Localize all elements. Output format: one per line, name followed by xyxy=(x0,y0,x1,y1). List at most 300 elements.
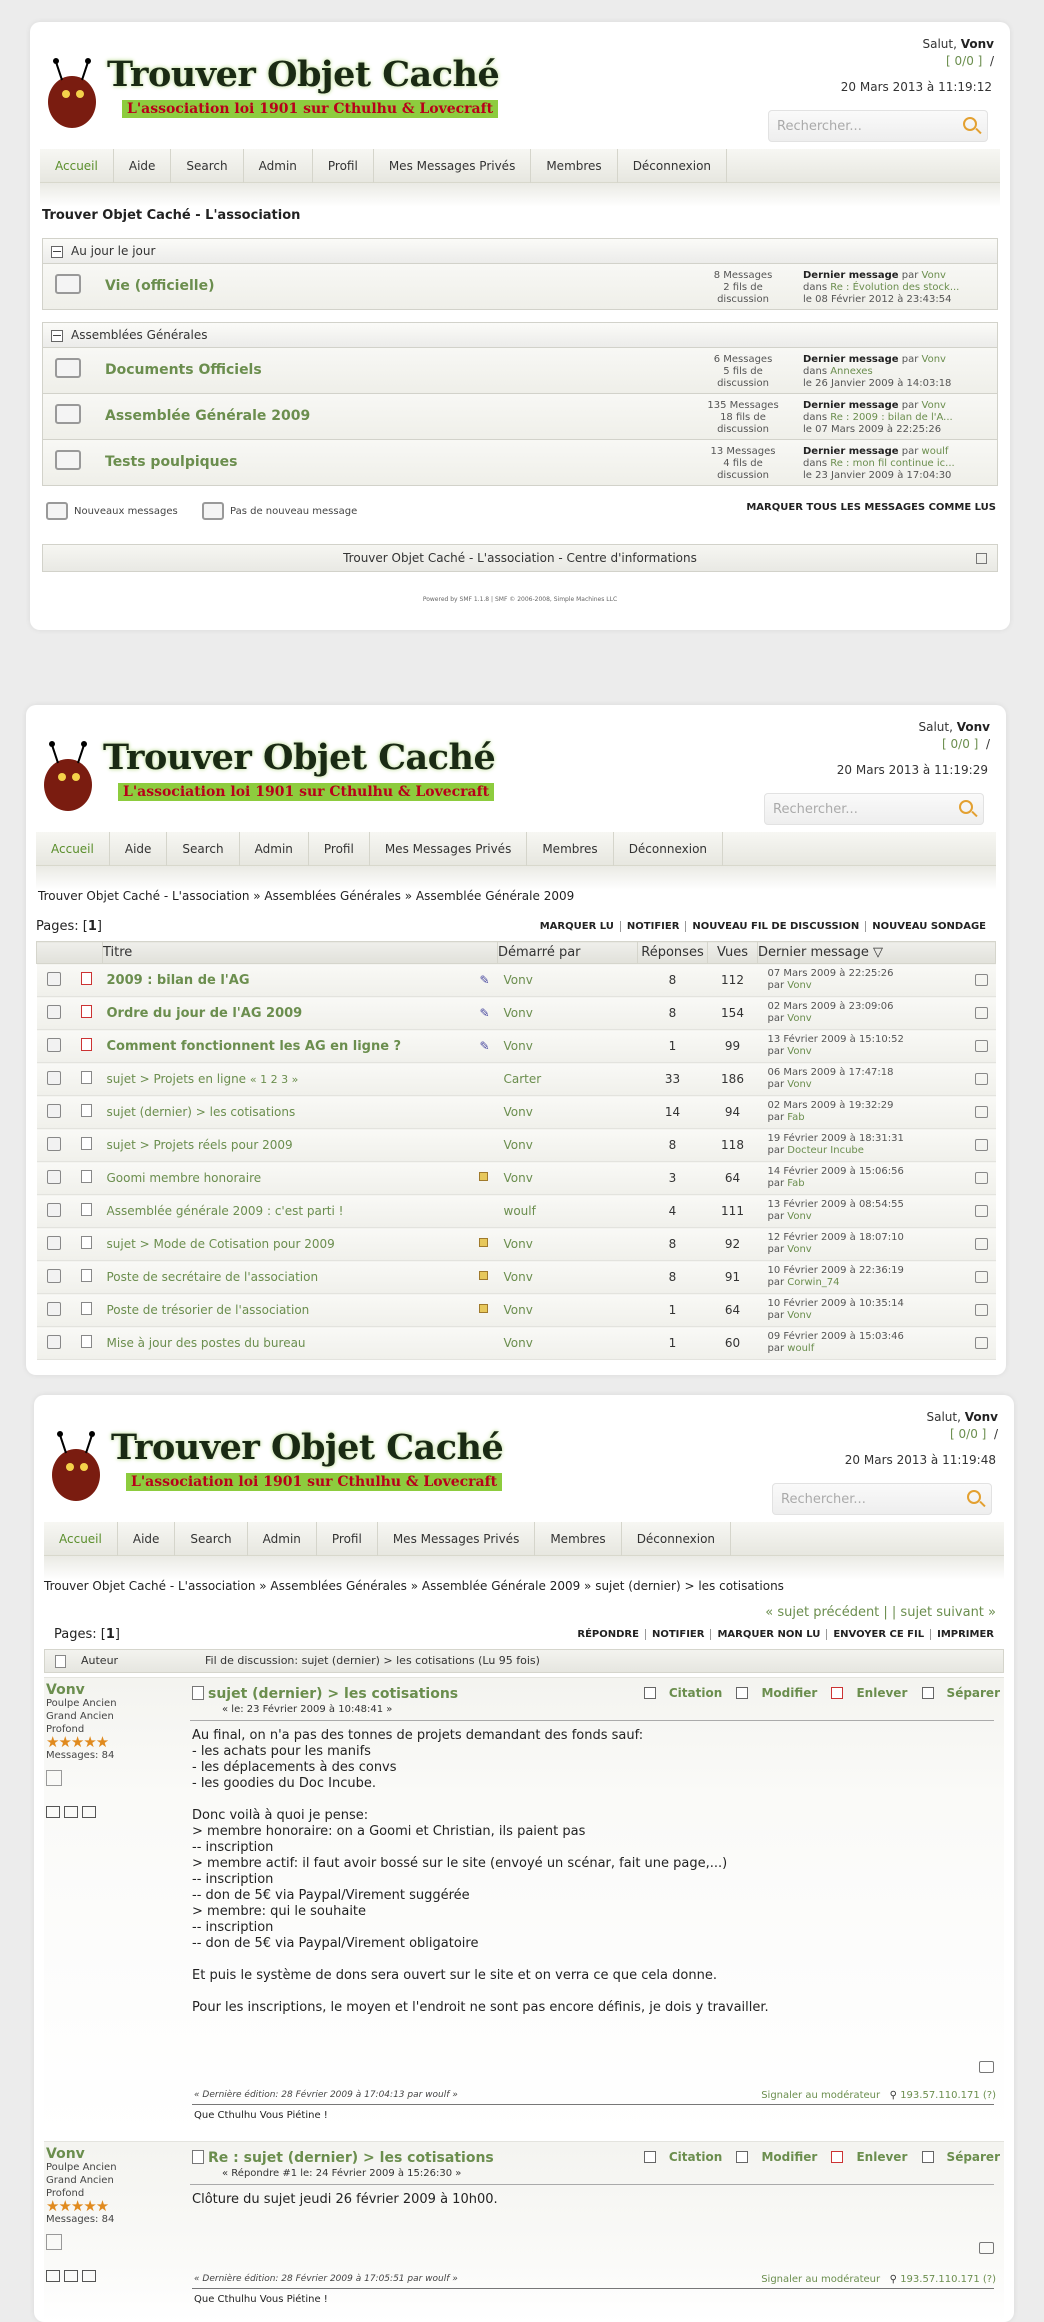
post xyxy=(44,1677,1004,2139)
topic-last-post xyxy=(758,1162,996,1195)
board-name[interactable]: Assemblée Générale 2009 xyxy=(105,408,311,424)
cthulhu-logo-icon xyxy=(42,54,102,134)
document-icon xyxy=(55,1655,66,1668)
board-row xyxy=(42,348,998,394)
last-post-link-icon[interactable] xyxy=(975,1073,988,1085)
menu-item-aide[interactable]: Aide xyxy=(118,1522,176,1556)
logo-subtitle: L'association loi 1901 sur Cthulhu & Lovecraft xyxy=(118,783,494,801)
quick-quote-icon[interactable] xyxy=(979,2242,994,2254)
board-name[interactable]: Documents Officiels xyxy=(105,362,262,378)
topic-title[interactable]: sujet > Projets réels pour 2009 xyxy=(106,1138,293,1152)
report-link[interactable]: Signaler au modérateur xyxy=(761,2274,881,2285)
site-header xyxy=(26,705,1006,830)
menu-item-deconnexion[interactable]: Déconnexion xyxy=(622,1522,731,1556)
board-last-post: Dernier message par Vonv dans Re : 2009 : bilan de l'A... le 07 Mars 2009 à 22:25:26 xyxy=(803,400,953,435)
breadcrumb[interactable]: Trouver Objet Caché - L'association » Assemblées Générales » Assemblée Générale 2009 » sujet (dernier) > les cotisations xyxy=(44,1579,784,1593)
topic-title[interactable]: Assemblée générale 2009 : c'est parti ! xyxy=(106,1204,344,1218)
topic-views: 60 xyxy=(708,1327,758,1360)
topic-replies: 4 xyxy=(638,1195,708,1228)
board-status-icon xyxy=(55,450,81,470)
post xyxy=(44,2141,1004,2322)
search-box[interactable] xyxy=(772,1483,992,1515)
mark-all-read-button[interactable]: MARQUER TOUS LES MESSAGES COMME LUS xyxy=(746,502,996,513)
avatar[interactable] xyxy=(46,2234,62,2250)
logo-subtitle: L'association loi 1901 sur Cthulhu & Lovecraft xyxy=(122,100,498,118)
topic-type-cell xyxy=(71,1228,103,1261)
main-menu xyxy=(36,832,996,866)
menu-item-admin[interactable]: Admin xyxy=(248,1522,317,1556)
email-icon[interactable] xyxy=(64,1806,78,1818)
search-placeholder: Rechercher... xyxy=(781,1492,866,1507)
menu-item-profil[interactable]: Profil xyxy=(317,1522,378,1556)
current-date: 20 Mars 2013 à 11:19:48 xyxy=(844,1453,996,1467)
topic-replies: 3 xyxy=(638,1162,708,1195)
board-name[interactable]: Tests poulpiques xyxy=(105,454,238,470)
topic-row[interactable] xyxy=(37,1030,996,1063)
search-placeholder: Rechercher... xyxy=(773,802,858,817)
topic-status-icon xyxy=(47,1104,61,1118)
topic-title-cell xyxy=(103,1327,498,1360)
last-post-link-icon[interactable] xyxy=(975,1337,988,1349)
topic-title[interactable]: sujet > Mode de Cotisation pour 2009 xyxy=(106,1237,335,1251)
poster-message-count: Messages: 84 xyxy=(46,2214,115,2225)
search-icon[interactable] xyxy=(967,1490,981,1504)
quote-icon xyxy=(644,2151,656,2163)
topic-views: 94 xyxy=(708,1096,758,1129)
topic-replies: 8 xyxy=(638,1129,708,1162)
mark-read-button[interactable]: MARQUER LU xyxy=(534,921,621,932)
menu-item-deconnexion[interactable]: Déconnexion xyxy=(618,149,727,183)
board-row xyxy=(42,440,998,486)
delete-button[interactable]: Enlever xyxy=(831,1686,907,1700)
post-buttons xyxy=(634,1686,1000,1700)
last-post-prefix: par xyxy=(767,1079,785,1090)
pm-counter[interactable]: [ 0/0 ] xyxy=(950,1427,987,1441)
category-header[interactable]: Assemblées Générales xyxy=(42,322,998,348)
quick-quote-icon[interactable] xyxy=(979,2061,994,2073)
menu-item-aide[interactable]: Aide xyxy=(114,149,172,183)
menu-item-profil[interactable]: Profil xyxy=(309,832,370,866)
topic-pages[interactable]: « 1 2 3 » xyxy=(249,1073,299,1086)
post-body: Au final, on n'a pas des tonnes de projets demandant des fonds sauf: - les achats pour les manifs - les déplacements à des convs - les goodies du Doc Incube. Donc voilà à quoi je pense: > membre honoraire: on a Goomi et Christian, ils paient pas -- inscription > membre actif: il faut avoir bossé sur le site (envoyé un scénar, fait une page,...) -- inscription -- don de 5€ via Paypal/Virement suggérée > membre: qui le souhaite -- inscription -- don de 5€ via Paypal/Virement obligatoire Et puis le système de dons sera ouvert sur le site et on verra ce que cela donne. Pour les inscriptions, le moyen et l'endroit ne sont pas encore définis, je dois y travailler. xyxy=(192,1728,769,2015)
info-center-bar[interactable] xyxy=(42,544,998,572)
last-post-author[interactable]: Docteur Incube xyxy=(787,1145,864,1156)
menu-item-messages[interactable]: Mes Messages Privés xyxy=(378,1522,536,1556)
mark-unread-button[interactable]: MARQUER NON LU xyxy=(711,1629,827,1640)
topic-status-cell xyxy=(37,1294,71,1327)
profile-icon[interactable] xyxy=(46,2270,60,2282)
new-posts-icon xyxy=(46,502,68,520)
search-placeholder: Rechercher... xyxy=(777,119,862,134)
col-icons xyxy=(37,942,103,964)
topic-last-post xyxy=(758,1030,996,1063)
rank-stars-icon: ★★★★★ xyxy=(46,1733,109,1751)
board-status-icon xyxy=(55,404,81,424)
col-replies[interactable]: Réponses xyxy=(638,942,708,964)
last-post-link-icon[interactable] xyxy=(975,1271,988,1283)
info-center-title: Trouver Objet Caché - L'association - Centre d'informations xyxy=(343,551,697,565)
delete-button[interactable]: Enlever xyxy=(831,2150,907,2164)
topic-last-post xyxy=(758,1096,996,1129)
main-menu xyxy=(40,149,1000,183)
topic-title[interactable]: Ordre du jour de l'AG 2009 xyxy=(106,1005,303,1021)
poster-info xyxy=(46,2148,176,2286)
report-moderator xyxy=(761,2090,996,2101)
last-post-author[interactable]: Vonv xyxy=(787,1046,812,1057)
col-author[interactable]: Démarré par xyxy=(498,942,638,964)
lock-icon xyxy=(479,1238,488,1247)
last-post-prefix: par xyxy=(767,1343,785,1354)
topic-author[interactable]: Vonv xyxy=(498,1294,638,1327)
topic-type-icon xyxy=(81,1104,92,1117)
board-last-post: Dernier message par Vonv dans Re : Évolution des stock... le 08 Février 2012 à 23:43:54 xyxy=(803,270,960,305)
last-post-link-icon[interactable] xyxy=(975,1139,988,1151)
new-poll-button[interactable]: NOUVEAU SONDAGE xyxy=(872,921,986,932)
menu-item-accueil[interactable]: Accueil xyxy=(40,149,114,183)
topic-type-cell xyxy=(71,1162,103,1195)
topic-author[interactable]: Vonv xyxy=(498,1129,638,1162)
last-post-prefix: par xyxy=(767,1211,785,1222)
pm-icon[interactable] xyxy=(82,1806,96,1818)
pin-icon: ✎ xyxy=(479,1039,490,1053)
post-title[interactable]: sujet (dernier) > les cotisations xyxy=(208,1686,459,1702)
poster-rank: Grand Ancien xyxy=(46,2175,114,2186)
topic-author[interactable]: Vonv xyxy=(498,1162,638,1195)
no-new-posts-icon xyxy=(202,502,224,520)
last-post-prefix: par xyxy=(767,1145,785,1156)
split-button[interactable]: Séparer xyxy=(922,2150,1000,2164)
logo-subtitle: L'association loi 1901 sur Cthulhu & Lovecraft xyxy=(126,1473,502,1491)
col-title[interactable]: Titre xyxy=(103,942,498,964)
current-date: 20 Mars 2013 à 11:19:12 xyxy=(840,80,992,94)
site-logo[interactable] xyxy=(46,1423,504,1508)
post-date: « le: 23 Février 2009 à 10:48:41 » xyxy=(222,1704,393,1715)
menu-item-membres[interactable]: Membres xyxy=(535,1522,621,1556)
topic-row[interactable] xyxy=(37,1063,996,1096)
topic-type-cell xyxy=(71,997,103,1030)
category-header[interactable]: Au jour le jour xyxy=(42,238,998,264)
board-last-post: Dernier message par woulf dans Re : mon fil continue ic... le 23 Janvier 2009 à 17:04:30 xyxy=(803,446,955,481)
current-date: 20 Mars 2013 à 11:19:29 xyxy=(836,763,988,777)
user-box: Salut, Vonv [ 0/0 ] / xyxy=(922,37,994,68)
topic-author[interactable]: Carter xyxy=(498,1063,638,1096)
topic-title-cell xyxy=(103,1162,498,1195)
last-post-date: 10 Février 2009 à 10:35:14 xyxy=(767,1298,904,1309)
poster-name[interactable]: Vonv xyxy=(46,2146,85,2162)
poster-info xyxy=(46,1684,176,1822)
post-title[interactable]: Re : sujet (dernier) > les cotisations xyxy=(208,2150,494,2166)
topic-row[interactable] xyxy=(37,1261,996,1294)
logo-title: Trouver Objet Caché xyxy=(107,54,500,95)
topic-type-icon xyxy=(81,1269,92,1282)
menu-item-admin[interactable]: Admin xyxy=(244,149,313,183)
last-post-author[interactable]: Fab xyxy=(787,1112,805,1123)
print-button[interactable]: IMPRIMER xyxy=(937,1629,994,1640)
modify-button[interactable]: Modifier xyxy=(736,2150,817,2164)
ip-address[interactable]: 193.57.110.171 (?) xyxy=(900,2090,996,2101)
topic-row[interactable] xyxy=(37,1195,996,1228)
topic-author[interactable]: Vonv xyxy=(498,997,638,1030)
split-button[interactable]: Séparer xyxy=(922,1686,1000,1700)
topic-author[interactable]: woulf xyxy=(498,1195,638,1228)
menu-item-search[interactable]: Search xyxy=(175,1522,247,1556)
topic-author[interactable]: Vonv xyxy=(498,1261,638,1294)
topic-author[interactable]: Vonv xyxy=(498,1030,638,1063)
username: Vonv xyxy=(956,720,990,734)
cthulhu-logo-icon xyxy=(46,1427,106,1507)
topic-actions xyxy=(534,921,992,932)
topic-type-cell xyxy=(71,1030,103,1063)
quote-icon xyxy=(644,1687,656,1699)
topic-title-cell xyxy=(103,1228,498,1261)
topic-type-icon xyxy=(81,1203,92,1216)
topic-replies: 8 xyxy=(638,1228,708,1261)
menu-item-deconnexion[interactable]: Déconnexion xyxy=(614,832,723,866)
post-body: Clôture du sujet jeudi 26 février 2009 à 10h00. xyxy=(192,2192,498,2207)
last-post-author[interactable]: Vonv xyxy=(787,1079,812,1090)
topic-replies: 33 xyxy=(638,1063,708,1096)
last-post-link-icon[interactable] xyxy=(975,1040,988,1052)
col-views[interactable]: Vues xyxy=(708,942,758,964)
topic-author[interactable]: Vonv xyxy=(498,1327,638,1360)
last-edit: « Dernière édition: 28 Février 2009 à 17:05:51 par woulf » xyxy=(194,2274,458,2284)
topic-last-post xyxy=(758,1228,996,1261)
search-icon[interactable] xyxy=(959,800,973,814)
last-post-date: 13 Février 2009 à 08:54:55 xyxy=(767,1199,904,1210)
last-post-link-icon[interactable] xyxy=(975,1106,988,1118)
sort-desc-icon[interactable]: ▽ xyxy=(873,945,884,960)
last-post-link-icon[interactable] xyxy=(975,1172,988,1184)
menu-item-accueil[interactable]: Accueil xyxy=(44,1522,118,1556)
topic-table xyxy=(36,941,996,1360)
cthulhu-logo-icon xyxy=(38,737,98,817)
search-box[interactable] xyxy=(768,110,988,142)
topic-row[interactable] xyxy=(37,964,996,997)
topic-row[interactable] xyxy=(37,1228,996,1261)
topic-status-cell xyxy=(37,1327,71,1360)
menu-item-search[interactable]: Search xyxy=(167,832,239,866)
thread-actions xyxy=(571,1629,1000,1640)
last-post-prefix: par xyxy=(767,1013,785,1024)
topic-type-icon xyxy=(81,1005,92,1018)
topic-type-icon xyxy=(81,972,92,985)
menu-item-aide[interactable]: Aide xyxy=(110,832,168,866)
profile-icon[interactable] xyxy=(46,1806,60,1818)
last-post-prefix: par xyxy=(767,980,785,991)
search-box[interactable] xyxy=(764,793,984,825)
topic-title[interactable]: Comment fonctionnent les AG en ligne ? xyxy=(106,1038,402,1054)
poster-rank: Profond xyxy=(46,1724,85,1735)
topic-row[interactable] xyxy=(37,997,996,1030)
poster-message-count: Messages: 84 xyxy=(46,1750,115,1761)
last-post-author[interactable]: Corwin_74 xyxy=(787,1277,840,1288)
last-post-date: 14 Février 2009 à 15:06:56 xyxy=(767,1166,904,1177)
topic-type-cell xyxy=(71,1096,103,1129)
ip-address[interactable]: 193.57.110.171 (?) xyxy=(900,2274,996,2285)
menu-item-profil[interactable]: Profil xyxy=(313,149,374,183)
last-post-prefix: par xyxy=(767,1277,785,1288)
site-logo[interactable] xyxy=(38,733,496,818)
site-logo[interactable] xyxy=(42,50,500,135)
last-post-date: 12 Février 2009 à 18:07:10 xyxy=(767,1232,904,1243)
topic-author[interactable]: Vonv xyxy=(498,1228,638,1261)
menu-item-membres[interactable]: Membres xyxy=(531,149,617,183)
topic-replies: 8 xyxy=(638,964,708,997)
topic-type-cell xyxy=(71,1195,103,1228)
post-icon xyxy=(192,2150,204,2164)
last-post-author[interactable]: woulf xyxy=(787,1343,815,1354)
topic-title-cell xyxy=(103,1261,498,1294)
topic-views: 186 xyxy=(708,1063,758,1096)
topic-status-cell xyxy=(37,1228,71,1261)
last-post-author[interactable]: Fab xyxy=(787,1178,805,1189)
post-date: « Répondre #1 le: 24 Février 2009 à 15:26:30 » xyxy=(222,2168,462,2179)
topic-title-cell xyxy=(103,1294,498,1327)
post-icon xyxy=(192,1686,204,1700)
topic-row[interactable] xyxy=(37,1294,996,1327)
topic-title[interactable]: sujet > Projets en ligne xyxy=(106,1072,247,1086)
topic-status-icon xyxy=(47,1005,61,1019)
poster-name[interactable]: Vonv xyxy=(46,1682,85,1698)
topic-row[interactable] xyxy=(37,1162,996,1195)
topic-replies: 1 xyxy=(638,1030,708,1063)
last-post-date: 06 Mars 2009 à 17:47:18 xyxy=(767,1067,894,1078)
topic-title-cell xyxy=(103,1096,498,1129)
last-post-author[interactable]: Vonv xyxy=(787,1013,812,1024)
topic-replies: 8 xyxy=(638,997,708,1030)
breadcrumb[interactable]: Trouver Objet Caché - L'association » Assemblées Générales » Assemblée Générale 2009 xyxy=(38,889,575,903)
menu-item-membres[interactable]: Membres xyxy=(527,832,613,866)
last-post-link-icon[interactable] xyxy=(975,974,988,986)
topic-views: 92 xyxy=(708,1228,758,1261)
last-post-prefix: par xyxy=(767,1112,785,1123)
reply-button[interactable]: RÉPONDRE xyxy=(571,1629,646,1640)
email-icon[interactable] xyxy=(64,2270,78,2282)
pm-counter[interactable]: [ 0/0 ] xyxy=(942,737,979,751)
board-last-post: Dernier message par Vonv dans Annexes le 26 Janvier 2009 à 14:03:18 xyxy=(803,354,952,389)
topic-type-icon xyxy=(81,1302,92,1315)
topic-title[interactable]: Goomi membre honoraire xyxy=(106,1171,262,1185)
last-post-author[interactable]: Vonv xyxy=(787,980,812,991)
last-post-author[interactable]: Vonv xyxy=(787,1244,812,1255)
quote-button[interactable]: Citation xyxy=(644,2150,722,2164)
topic-title[interactable]: Poste de secrétaire de l'association xyxy=(106,1270,319,1284)
topic-replies: 1 xyxy=(638,1294,708,1327)
pagination: Pages: [1] xyxy=(36,919,102,934)
topic-type-icon xyxy=(81,1170,92,1183)
topic-type-icon xyxy=(81,1137,92,1150)
topic-status-cell xyxy=(37,1063,71,1096)
report-moderator xyxy=(761,2274,996,2285)
footer-powered: Powered by SMF 1.1.8 | SMF © 2006-2008, Simple Machines LLC xyxy=(422,596,618,603)
topic-status-icon xyxy=(47,1137,61,1151)
topic-row[interactable] xyxy=(37,1096,996,1129)
board-stats: 135 Messages 18 fils de discussion xyxy=(707,400,779,435)
pm-icon[interactable] xyxy=(82,2270,96,2282)
board-stats: 13 Messages 4 fils de discussion xyxy=(710,446,776,481)
topic-author[interactable]: Vonv xyxy=(498,964,638,997)
topic-title-cell xyxy=(103,1195,498,1228)
poster-rank: Profond xyxy=(46,2188,85,2199)
quote-button[interactable]: Citation xyxy=(644,1686,722,1700)
topic-status-cell xyxy=(37,1162,71,1195)
last-post-prefix: par xyxy=(767,1178,785,1189)
topic-views: 64 xyxy=(708,1162,758,1195)
menu-item-accueil[interactable]: Accueil xyxy=(36,832,110,866)
menu-item-messages[interactable]: Mes Messages Privés xyxy=(374,149,532,183)
notify-button[interactable]: NOTIFIER xyxy=(621,921,687,932)
topic-views: 118 xyxy=(708,1129,758,1162)
lock-icon xyxy=(479,1271,488,1280)
topic-type-cell xyxy=(71,964,103,997)
topic-replies: 14 xyxy=(638,1096,708,1129)
legend-new: Nouveaux messages xyxy=(46,502,178,520)
last-post-author[interactable]: Vonv xyxy=(787,1211,812,1222)
board-name[interactable]: Vie (officielle) xyxy=(105,278,215,294)
last-post-date: 02 Mars 2009 à 23:09:06 xyxy=(767,1001,894,1012)
topic-title[interactable]: sujet (dernier) > les cotisations xyxy=(106,1105,296,1119)
signature: Que Cthulhu Vous Piétine ! xyxy=(194,2294,328,2305)
greeting: Salut, xyxy=(922,37,957,51)
menu-item-admin[interactable]: Admin xyxy=(240,832,309,866)
delete-icon xyxy=(831,1687,843,1699)
last-post-link-icon[interactable] xyxy=(975,1205,988,1217)
topic-row[interactable] xyxy=(37,1327,996,1360)
topic-title[interactable]: Mise à jour des postes du bureau xyxy=(106,1336,306,1350)
last-post-link-icon[interactable] xyxy=(975,1007,988,1019)
modify-button[interactable]: Modifier xyxy=(736,1686,817,1700)
split-icon xyxy=(922,1687,934,1699)
expand-icon[interactable] xyxy=(976,553,987,564)
legend-no-new: Pas de nouveau message xyxy=(202,502,357,520)
topic-last-post xyxy=(758,997,996,1030)
topic-type-cell xyxy=(71,1129,103,1162)
last-post-prefix: par xyxy=(767,1310,785,1321)
notify-button[interactable]: NOTIFIER xyxy=(646,1629,712,1640)
send-topic-button[interactable]: ENVOYER CE FIL xyxy=(827,1629,931,1640)
menu-item-messages[interactable]: Mes Messages Privés xyxy=(370,832,528,866)
main-menu xyxy=(44,1522,1004,1556)
topic-type-icon xyxy=(81,1071,92,1084)
lock-icon xyxy=(479,1304,488,1313)
topic-views: 112 xyxy=(708,964,758,997)
col-last-post[interactable]: Dernier message ▽ xyxy=(758,942,996,964)
last-post-date: 19 Février 2009 à 18:31:31 xyxy=(767,1133,904,1144)
topic-title-cell xyxy=(103,1063,498,1096)
topic-last-post xyxy=(758,1261,996,1294)
last-post-link-icon[interactable] xyxy=(975,1304,988,1316)
topic-status-cell xyxy=(37,1096,71,1129)
pin-icon: ✎ xyxy=(479,973,490,987)
username: Vonv xyxy=(960,37,994,51)
delete-icon xyxy=(831,2151,843,2163)
topic-row[interactable] xyxy=(37,1129,996,1162)
search-icon[interactable] xyxy=(963,117,977,131)
prev-next-topic[interactable]: « sujet précédent | | sujet suivant » xyxy=(765,1605,996,1620)
report-link[interactable]: Signaler au modérateur xyxy=(761,2090,881,2101)
topic-views: 91 xyxy=(708,1261,758,1294)
topic-title[interactable]: 2009 : bilan de l'AG xyxy=(106,972,250,988)
pm-counter[interactable]: [ 0/0 ] xyxy=(946,54,983,68)
last-post-link-icon[interactable] xyxy=(975,1238,988,1250)
avatar[interactable] xyxy=(46,1770,62,1786)
topic-title[interactable]: Poste de trésorier de l'association xyxy=(106,1303,310,1317)
last-post-author[interactable]: Vonv xyxy=(787,1310,812,1321)
new-topic-button[interactable]: NOUVEAU FIL DE DISCUSSION xyxy=(686,921,866,932)
board-row xyxy=(42,394,998,440)
menu-item-search[interactable]: Search xyxy=(171,149,243,183)
topic-author[interactable]: Vonv xyxy=(498,1096,638,1129)
